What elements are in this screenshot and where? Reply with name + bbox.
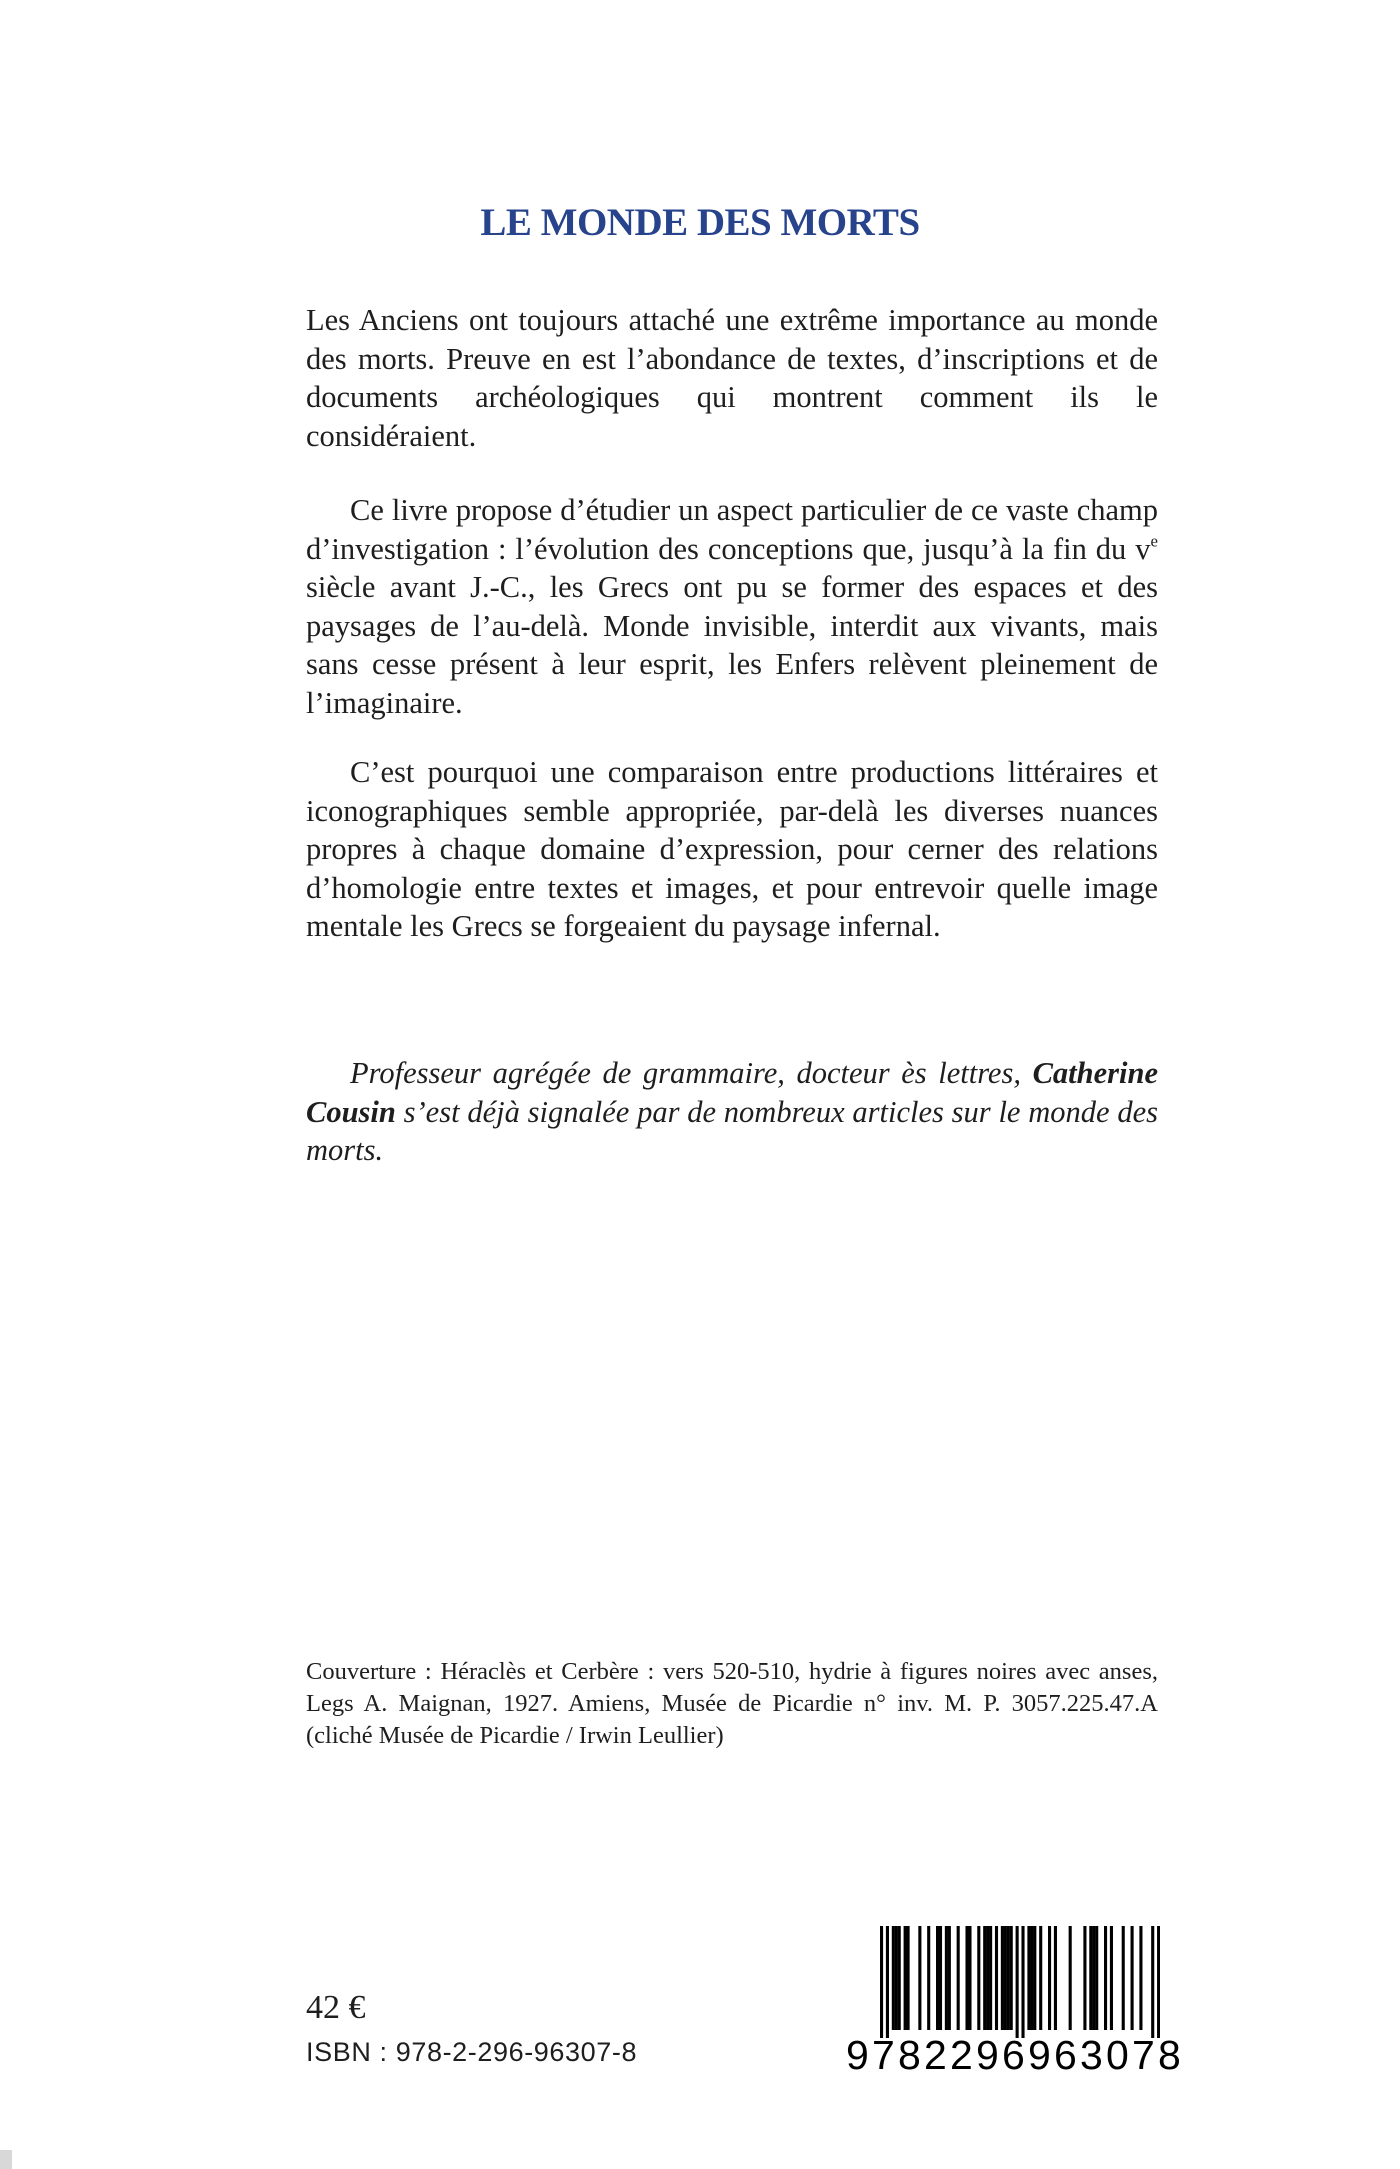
barcode-bar: [1151, 1926, 1154, 2038]
barcode-bar: [995, 1926, 998, 2030]
barcode-bar: [1157, 1926, 1160, 2038]
credit-line-3: (cliché Musée de Picardie / Irwin Leullier): [306, 1722, 724, 1749]
barcode-bar: [957, 1926, 960, 2030]
barcode-bar: [1131, 1926, 1134, 2030]
paragraph-2-end: siècle avant J.-C., les Grecs ont pu se former des espaces et des paysages de l’au-delà. Monde invisible, interdit aux vivants, mais sans cesse présent à leur esprit, les Enfers relèvent pleinement de l’imaginaire.: [306, 570, 1158, 720]
barcode-bar: [1007, 1926, 1010, 2030]
barcode: [840, 1920, 1185, 2090]
price: 42 €: [306, 1989, 366, 2026]
barcode-bar: [1104, 1926, 1107, 2030]
barcode-bar: [907, 1926, 910, 2030]
barcode-bar: [1010, 1926, 1013, 2030]
barcode-bar: [983, 1926, 986, 2030]
barcode-bar: [895, 1926, 898, 2030]
bio-start: Professeur agrégée de grammaire, docteur ès lettres,: [350, 1056, 1033, 1090]
barcode-bar: [936, 1926, 939, 2030]
barcode-bar: [1089, 1926, 1092, 2030]
barcode-bars: [880, 1926, 1160, 2038]
barcode-bar: [886, 1926, 889, 2038]
cover-credit: [306, 1656, 1158, 1752]
barcode-bar: [1083, 1926, 1086, 2030]
author-bio: [306, 1054, 1158, 1170]
barcode-digits: 9782296963078: [846, 2032, 1185, 2078]
barcode-bar: [965, 1926, 968, 2030]
barcode-bar: [1110, 1926, 1113, 2030]
credit-line-2: Legs A. Maignan, 1927. Amiens, Musée de Picardie n° inv. M. P. 3057.225.47.A: [306, 1690, 1158, 1717]
paragraph-2-start: Ce livre propose d’étudier un aspect particulier de ce vaste champ d’investigation : l’évolution des conceptions que, jusqu’à la fin du: [306, 493, 1158, 566]
barcode-bar: [892, 1926, 895, 2030]
book-title: LE MONDE DES MORTS: [480, 201, 920, 244]
blurb-paragraph-3: C’est pourquoi une comparaison entre productions littéraires et iconographiques semble appropriée, par-delà les diverses nuances propres à chaque domaine d’expression, pour cerner des relations d’homologie entre textes et images, et pour entrevoir quelle image mentale les Grecs se forgeaient du paysage infernal.: [306, 755, 1158, 944]
barcode-bar: [977, 1926, 980, 2030]
isbn-number: ISBN : 978-2-296-96307-8: [306, 2037, 638, 2067]
barcode-bar: [968, 1926, 971, 2030]
barcode-bar: [1027, 1926, 1030, 2030]
bio-end: s’est déjà signalée par de nombreux articles sur le monde des morts.: [306, 1094, 1158, 1168]
barcode-bar: [986, 1926, 989, 2030]
credit-line-1: Couverture : Héraclès et Cerbère : vers 520-510, hydrie à figures noires avec anses,: [306, 1658, 1158, 1685]
barcode-bar: [989, 1926, 992, 2030]
barcode-bar: [1054, 1926, 1057, 2030]
barcode-bar: [939, 1926, 942, 2030]
barcode-bar: [918, 1926, 921, 2030]
barcode-bar: [945, 1926, 948, 2030]
century-roman: v: [1135, 531, 1151, 566]
barcode-bar: [1039, 1926, 1042, 2030]
barcode-bar: [1030, 1926, 1033, 2030]
corner-mark: [0, 2150, 12, 2169]
barcode-bar: [880, 1926, 883, 2038]
century-superscript: e: [1150, 531, 1158, 551]
barcode-bar: [948, 1926, 951, 2030]
barcode-bar: [1139, 1926, 1142, 2030]
barcode-bar: [1016, 1926, 1019, 2038]
barcode-bar: [898, 1926, 901, 2030]
blurb-paragraph-2: [306, 491, 1158, 723]
barcode-bar: [1001, 1926, 1004, 2030]
author-name: Catherine Cousin: [306, 1056, 1158, 1129]
barcode-bar: [1021, 1926, 1024, 2038]
barcode-bar: [1092, 1926, 1095, 2030]
barcode-bar: [1095, 1926, 1098, 2030]
barcode-bar: [904, 1926, 907, 2030]
barcode-bar: [1122, 1926, 1125, 2030]
barcode-bar: [927, 1926, 930, 2030]
barcode-bar: [1004, 1926, 1007, 2030]
barcode-bar: [1048, 1926, 1051, 2030]
barcode-bar: [1069, 1926, 1072, 2030]
blurb-paragraph-1: Les Anciens ont toujours attaché une extrême importance au monde des morts. Preuve en est l’abondance de textes, d’inscriptions et de documents archéologiques qui montrent comment ils le considéraient.: [306, 303, 1158, 453]
barcode-bar: [1033, 1926, 1036, 2030]
